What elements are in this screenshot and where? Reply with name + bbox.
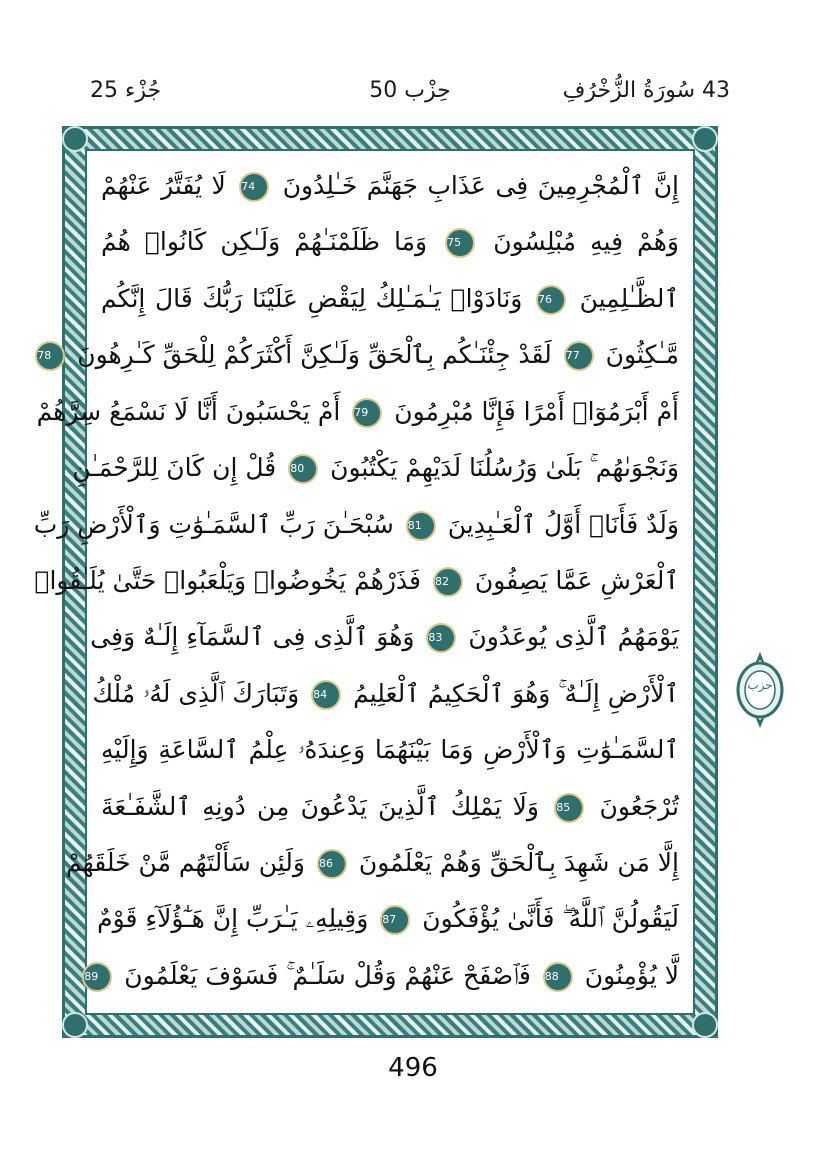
ayah-number-icon: 84: [311, 680, 341, 710]
text-area: [33, 149, 695, 1015]
verse-line: [84, 951, 679, 1003]
verse-text: فَٱصْفَحْ عَنْهُمْ وَقُلْ سَلَـٰمٌ ۚ فَسَوْفَ يَعْلَمُونَ: [124, 960, 531, 990]
verse-line: [66, 838, 679, 890]
ornamental-frame: [33, 126, 718, 1038]
juz-label: جُزْء 25: [90, 78, 162, 103]
verse-text: إِلَّا مَن شَهِدَ بِٱلْحَقِّ وَهُمْ يَعْلَمُونَ: [358, 848, 679, 878]
ayah-number-icon: 85: [554, 793, 584, 823]
verse-line: [97, 894, 679, 946]
verse-text: ٱلظَّـٰلِمِينَ: [579, 283, 679, 313]
verse-line: [36, 387, 679, 439]
verse-text: وَقِيلِهِۦ يَـٰرَبِّ إِنَّ هَـٰٓؤُلَآءِ قَوْمٌ: [97, 904, 369, 934]
hizb-label: حِزْب 50: [369, 78, 451, 103]
verse-text: إِنَّ ٱلْمُجْرِمِينَ فِى عَذَابِ جَهَنَّمَ خَـٰلِدُونَ: [282, 171, 679, 200]
ayah-number-icon: 79: [352, 398, 382, 428]
verse-text: وَلَدٌ فَأَنَا۠ أَوَّلُ ٱلْعَـٰبِدِينَ: [447, 509, 679, 539]
verse-line: [37, 330, 679, 382]
verse-text: لَّا يُؤْمِنُونَ: [584, 960, 679, 990]
verse-line: [101, 274, 679, 326]
verse-line: [101, 725, 679, 777]
ayah-number-icon: 87: [380, 905, 410, 935]
ayah-number-icon: 88: [543, 962, 573, 992]
ayah-number-icon: 74: [239, 172, 269, 202]
verse-text: لَيَقُولُنَّ ٱللَّهُ ۖ فَأَنَّىٰ يُؤْفَكُونَ: [422, 904, 679, 934]
verse-text: سُبْحَـٰنَ رَبِّ ٱلسَّمَـٰوَٰتِ وَٱلْأَرْضِ رَبِّ: [33, 509, 394, 539]
surah-title: 43 سُورَةُ الزُّخْرُفِ: [562, 78, 730, 103]
ayah-number-icon: 76: [536, 285, 566, 315]
verse-text: وَنَجْوَىٰهُم ۚ بَلَىٰ وَرُسُلُنَا لَدَيْهِمْ يَكْتُبُونَ: [330, 453, 679, 483]
verse-text: وَهُوَ ٱلَّذِى فِى ٱلسَّمَآءِ إِلَـٰهٌ وَفِى: [90, 622, 415, 652]
verse-text: وَتَبَارَكَ ٱلَّذِى لَهُۥ مُلْكُ: [92, 678, 300, 708]
verse-text: ٱلْأَرْضِ إِلَـٰهٌ ۚ وَهُوَ ٱلْحَكِيمُ ٱلْعَلِيمُ: [353, 678, 679, 708]
verse-line: [34, 556, 679, 608]
corner-ornament-icon: [62, 1012, 88, 1038]
ayah-number-icon: 80: [288, 454, 318, 484]
ayah-number-icon: 77: [564, 341, 594, 371]
verse-line: [92, 669, 679, 721]
verse-text: لَقَدْ جِئْنَـٰكُم بِٱلْحَقِّ وَلَـٰكِنَّ أَكْثَرَكُمْ لِلْحَقِّ كَـٰرِهُونَ: [77, 340, 552, 370]
verse-line: [72, 443, 679, 495]
verse-text: وَمَا ظَلَمْنَـٰهُمْ وَلَـٰكِن كَانُوا۟ هُمُ: [101, 227, 428, 257]
verse-text: وَلَئِن سَأَلْتَهُم مَّنْ خَلَقَهُمْ: [66, 848, 305, 878]
verse-text: وَنَادَوْا۟ يَـٰمَـٰلِكُ لِيَقْضِ عَلَيْنَا رَبُّكَ قَالَ إِنَّكُم: [101, 283, 523, 313]
verse-text: وَلَا يَمْلِكُ ٱلَّذِينَ يَدْعُونَ مِن دُونِهِ ٱلشَّفَـٰعَةَ: [101, 791, 540, 821]
verse-text: تُرْجَعُونَ: [599, 791, 679, 821]
corner-ornament-icon: [692, 1012, 718, 1038]
page-number: 496: [388, 1053, 438, 1083]
ayah-number-icon: 75: [445, 228, 475, 258]
verse-line: [101, 782, 679, 834]
verse-text: فَذَرْهُمْ يَخُوضُوا۟ وَيَلْعَبُوا۟ حَتَّىٰ يُلَـٰقُوا۟: [34, 565, 422, 595]
verse-text: ٱلْعَرْشِ عَمَّا يَصِفُونَ: [474, 565, 679, 595]
verse-line: [90, 612, 679, 664]
verse-text: وَهُمْ فِيهِ مُبْلِسُونَ: [493, 227, 680, 257]
verse-text: لَا يُفَتَّرُ عَنْهُمْ: [101, 171, 226, 200]
verse-line: [101, 217, 679, 269]
hizb-quarter-marker: [735, 650, 785, 730]
verse-text: ٱلسَّمَـٰوَٰتِ وَٱلْأَرْضِ وَمَا بَيْنَهُمَا وَعِندَهُۥ عِلْمُ ٱلسَّاعَةِ وَإِلَيْهِ: [101, 735, 679, 765]
ayah-number-icon: 83: [426, 623, 456, 653]
verse-text: يَوْمَهُمُ ٱلَّذِى يُوعَدُونَ: [468, 622, 679, 652]
corner-ornament-icon: [692, 126, 718, 152]
ayah-number-icon: 86: [317, 849, 347, 879]
ayah-number-icon: 82: [433, 567, 463, 597]
verse-text: أَمْ يَحْسَبُونَ أَنَّا لَا نَسْمَعُ سِرَّهُمْ: [36, 396, 341, 426]
verse-line: [101, 161, 679, 213]
verse-text: مَّـٰكِثُونَ: [605, 340, 679, 370]
verse-line: [33, 500, 679, 552]
verse-text: أَمْ أَبْرَمُوٓا۟ أَمْرًا فَإِنَّا مُبْرِمُونَ: [394, 396, 679, 426]
hizb-marker-text: حزب: [747, 678, 773, 692]
ayah-number-icon: 81: [406, 511, 436, 541]
verse-lines: [33, 161, 680, 1003]
verse-text: قُلْ إِن كَانَ لِلرَّحْمَـٰنِ: [72, 453, 277, 483]
ayah-number-icon: 78: [35, 341, 65, 371]
ayah-number-icon: 89: [82, 962, 112, 992]
page-header: [90, 78, 730, 118]
